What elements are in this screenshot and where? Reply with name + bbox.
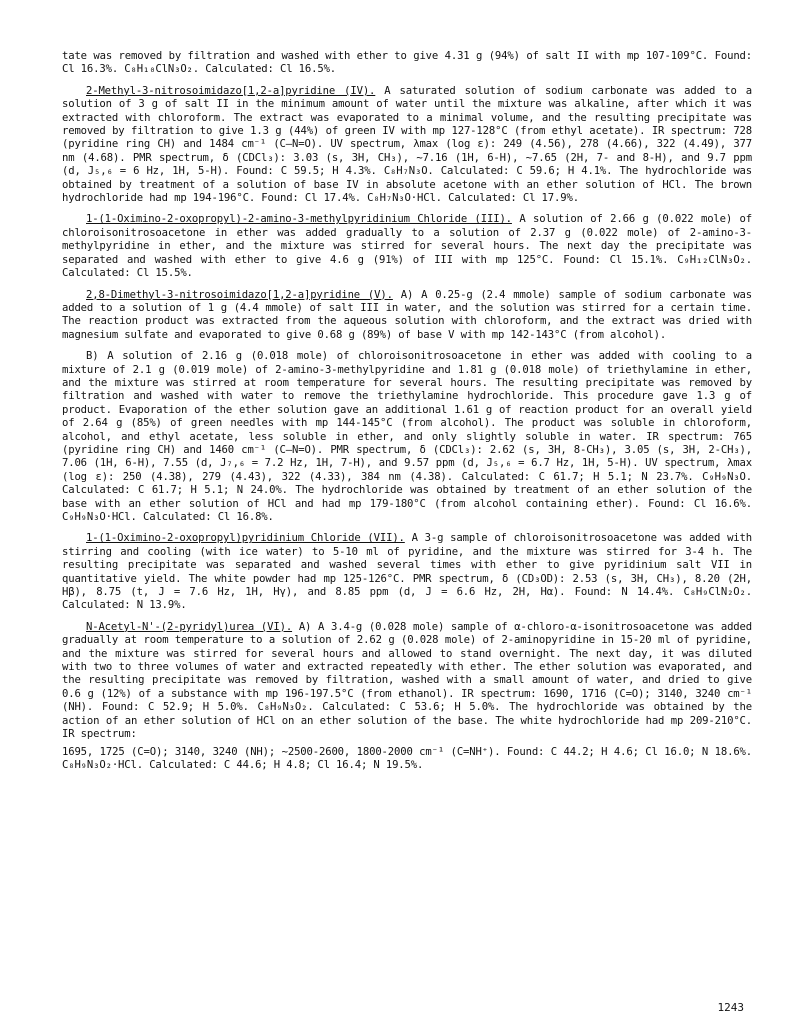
- page-number: 1243: [717, 1001, 744, 1014]
- compound-iv-heading: 2-Methyl-3-nitrosoimidazo[1,2-a]pyridine (IV).: [86, 84, 376, 97]
- paragraph-compound-vi: [62, 621, 752, 772]
- paragraph-compound-iii: [62, 213, 752, 280]
- article-body: [62, 50, 752, 780]
- paragraph-text: B) A solution of 2.16 g (0.018 mole) of chloroisonitrosoacetone in ether was added with cooling to a mixture of 2.1 g (0.019 mole) of 2-amino-3-methylpyridine and 1.81 g (0.018 mole) of triethylamine in ether, and the mixture was stirred at room temperature for several hours. The resulting precipitate was removed by filtration and washed with water to remove the triethylamine hydrochloride. This procedure gave 1.3 g of product. Evaporation of the ether solution gave an additional 1.61 g of reaction product for an overall yield of 2.64 g (85%) of green needles with mp 144-145°C (from alcohol). The product was soluble in chloroform, alcohol, and ethyl acetate, less soluble in ether, and only slightly soluble in water. IR spectrum: 765 (pyridine ring CH) and 1460 cm⁻¹ (C—N=O). PMR spectrum, δ (CDCl₃): 2.62 (s, 3H, 8-CH₃), 3.05 (s, 3H, 2-CH₃), 7.06 (1H, 6-H), 7.55 (d, J₇,₆ = 7.2 Hz, 1H, 7-H), and 9.57 ppm (d, J₅,₆ = 6.7 Hz, 1H, 5-H). UV spectrum, λmax (log ε): 250 (4.38), 279 (4.43), 322 (4.33), 384 nm (4.38). Calculated: C 61.7; H 5.1; N 23.7%. C₉H₉N₃O. Calculated: C 61.7; H 5.1; N 24.0%. The hydrochloride was obtained by treatment of an ether solution of the base with an ether solution of HCl and had mp 179-180°C (from alcohol containing ether). Found: Cl 16.6%. C₉H₉N₃O·HCl. Calculated: Cl 16.8%.: [62, 350, 752, 523]
- paragraph-compound-iv: [62, 85, 752, 206]
- paragraph-salt-ii-end: [62, 50, 752, 77]
- compound-v-method-a: [62, 289, 752, 343]
- paragraph-compound-v: [62, 289, 752, 525]
- compound-v-heading: 2,8-Dimethyl-3-nitrosoimidazo[1,2-a]pyridine (V).: [86, 288, 393, 301]
- compound-v-method-b: [62, 350, 752, 524]
- paragraph-text: A) A 3.4-g (0.028 mole) sample of α-chloro-α-isonitrosoacetone was added gradually at room temperature to a solution of 2.62 g (0.028 mole) of 2-aminopyridine in 15-20 ml of pyridine, and the mixture was stirred for several hours and allowed to stand overnight. The next day, it was diluted with two to three volumes of water and extracted repeatedly with ether. The ether solution was evaporated, and the resulting precipitate was removed by filtration, washed with a small amount of water, and dried to give 0.6 g (12%) of a substance with mp 196-197.5°C (from ethanol). IR spectrum: 1690, 1716 (C=O); 3140, 3240 cm⁻¹ (NH). Found: C 52.9; H 5.0%. C₈H₉N₃O₂. Calculated: C 53.6; H 5.0%. The hydrochloride was obtained by the action of an ether solution of HCl on an ether solution of the base. The white hydrochloride had mp 209-210°C. IR spectrum:: [62, 620, 752, 741]
- paragraph-text: tate was removed by filtration and washed with ether to give 4.31 g (94%) of salt II with mp 107-109°C. Found: Cl 16.3%. C₈H₁₀ClN₃O₂. Calculated: Cl 16.5%.: [62, 50, 752, 76]
- paragraph-compound-vii: [62, 532, 752, 612]
- paragraph-text: A saturated solution of sodium carbonate was added to a solution of 3 g of salt II in the minimum amount of water until the mixture was alkaline, after which it was extracted with chloroform. The extract was evaporated to a minimal volume, and the resulting precipitate was removed by filtration to give 1.3 g (44%) of green IV with mp 127-128°C (from ethyl acetate). IR spectrum: 728 (pyridine ring CH) and 1484 cm⁻¹ (C—N=O). UV spectrum, λmax (log ε): 249 (4.56), 278 (4.66), 322 (4.49), 377 nm (4.68). PMR spectrum, δ (CDCl₃): 3.03 (s, 3H, CH₃), ~7.16 (1H, 6-H), ~7.65 (2H, 7- and 8-H), and 9.7 ppm (d, J₅,₆ = 6 Hz, 1H, 5-H). Found: C 59.5; H 4.3%. C₈H₇N₃O. Calculated: C 59.6; H 4.1%. The hydrochloride was obtained by treatment of a solution of base IV in absolute acetone with an ether solution of HCl. The brown hydrochloride had mp 194-196°C. Found: Cl 17.4%. C₈H₇N₃O·HCl. Calculated: Cl 17.9%.: [62, 84, 752, 205]
- compound-vi-heading: N-Acetyl-N'-(2-pyridyl)urea (VI).: [86, 620, 293, 633]
- compound-vii-heading: 1-(1-Oximino-2-oxopropyl)pyridinium Chloride (VII).: [86, 532, 405, 545]
- paragraph-text: A 3-g sample of chloroisonitrosoacetone was added with stirring and cooling (with ice water) to 5-10 ml of pyridine, and the mixture was stirred for 3-4 h. The resulting precipitate was separated and washed several times with ether to give pyridinium salt VII in quantitative yield. The white powder had mp 125-126°C. PMR spectrum, δ (CD₃OD): 2.53 (s, 3H, CH₃), 8.20 (2H, Hβ), 8.75 (t, J = 7.6 Hz, 1H, Hγ), and 8.85 ppm (d, J = 6.6 Hz, 2H, Hα). Found: N 14.4%. C₈H₉ClN₂O₂. Calculated: N 13.9%.: [62, 532, 752, 612]
- ir-spectrum-continuation: 1695, 1725 (C=O); 3140, 3240 (NH); ~2500-2600, 1800-2000 cm⁻¹ (C=NH⁺). Found: C 44.2; H 4.6; Cl 16.0; N 18.6%. C₈H₉N₃O₂·HCl. Calculated: C 44.6; H 4.8; Cl 16.4; N 19.5%.: [62, 745, 752, 771]
- compound-iii-heading: 1-(1-Oximino-2-oxopropyl)-2-amino-3-methylpyridinium Chloride (III).: [86, 213, 512, 226]
- paragraph-text: A solution of 2.66 g (0.022 mole) of chloroisonitrosoacetone in ether was added gradually to a solution of 2.37 g (0.022 mole) of 2-amino-3-methylpyridine in ether, and the mixture was stirred for several hours. The next day the precipitate was separated and washed with ether to give 4.6 g (91%) of III with mp 125°C. Found: Cl 15.1%. C₉H₁₂ClN₃O₂. Calculated: Cl 15.5%.: [62, 213, 752, 280]
- paragraph-text: A) A 0.25-g (2.4 mmole) sample of sodium carbonate was added to a solution of 1 g (4.4 mmole) of salt III in water, and the solution was stirred for a certain time. The reaction product was extracted from the aqueous solution with chloroform, and the extract was dried with magnesium sulfate and evaporated to give 0.68 g (89%) of base V with mp 142-143°C (from alcohol).: [62, 288, 753, 341]
